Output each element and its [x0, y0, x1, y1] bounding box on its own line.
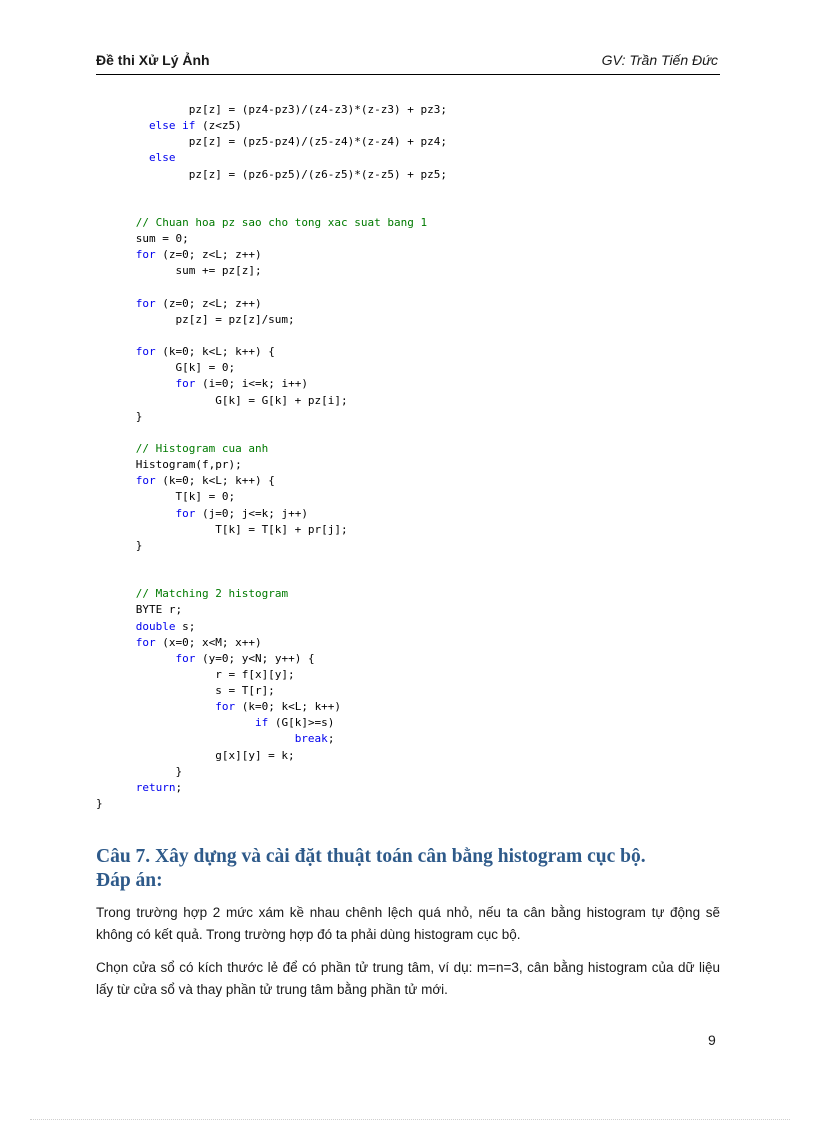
code-line — [96, 167, 716, 183]
code-line — [96, 538, 716, 554]
header-document-title: Đề thi Xử Lý Ảnh — [96, 52, 210, 68]
code-text: pz[z] = (pz5-pz4)/(z5-z4)*(z-z4) + pz4; — [96, 135, 447, 149]
code-text: (k=0; k<L; k++) { — [155, 474, 275, 488]
code-text — [96, 442, 136, 455]
code-text — [96, 636, 136, 649]
code-keyword: for — [135, 635, 156, 649]
code-line — [96, 425, 716, 441]
code-text: pz[z] = (pz4-pz3)/(z4-z3)*(z-z3) + pz3; — [96, 103, 447, 116]
code-text: (z=0; z<L; z++) — [155, 248, 262, 262]
code-text: sum = 0; — [96, 232, 189, 246]
code-line — [96, 247, 716, 263]
code-text — [96, 216, 136, 229]
code-text: sum += pz[z]; — [96, 264, 262, 278]
code-text: (x=0; x<M; x++) — [155, 635, 262, 649]
code-text: ; — [175, 780, 183, 794]
code-line — [96, 780, 716, 796]
section-heading — [96, 845, 726, 893]
code-text: } — [96, 409, 143, 423]
code-text — [96, 732, 295, 745]
footer-divider — [30, 1119, 790, 1120]
code-text: (j=0; j<=k; j++) — [195, 506, 308, 520]
code-line — [96, 667, 716, 683]
code-keyword: else if — [148, 119, 196, 133]
code-line — [96, 715, 716, 731]
code-text: pz[z] = pz[z]/sum; — [96, 312, 295, 326]
code-line — [96, 441, 716, 457]
code-text — [96, 297, 136, 310]
code-text: (i=0; i<=k; i++) — [195, 377, 308, 391]
code-line — [96, 296, 716, 312]
code-line — [96, 376, 716, 392]
code-text: (z=0; z<L; z++) — [155, 296, 262, 310]
code-line — [96, 102, 716, 118]
page-header — [96, 52, 720, 75]
code-line — [96, 764, 716, 780]
code-text: (z<z5) — [195, 119, 242, 133]
code-text — [96, 587, 136, 600]
code-text — [96, 652, 175, 665]
answer-paragraph-2: Chọn cửa sổ có kích thước lẻ để có phần tử trung tâm, ví dụ: m=n=3, cân bằng histogram của dữ liệu lấy từ cửa sổ và thay phần tử trung tâm bằng phần tử mới. — [96, 960, 720, 997]
code-listing — [96, 102, 716, 812]
code-text — [96, 716, 255, 729]
code-line — [96, 215, 716, 231]
code-line — [96, 635, 716, 651]
code-text: } — [96, 764, 183, 778]
code-line — [96, 344, 716, 360]
code-line — [96, 134, 716, 150]
code-line — [96, 263, 716, 279]
code-line — [96, 683, 716, 699]
code-text: (k=0; k<L; k++) — [235, 700, 342, 714]
code-line — [96, 570, 716, 586]
code-line — [96, 118, 716, 134]
code-line — [96, 651, 716, 667]
code-line — [96, 489, 716, 505]
code-text: (y=0; y<N; y++) { — [195, 651, 315, 665]
code-text — [96, 248, 136, 261]
code-keyword: if — [254, 716, 269, 730]
code-keyword: for — [175, 651, 196, 665]
code-keyword: break — [294, 732, 328, 746]
code-text — [96, 377, 175, 390]
code-keyword: for — [175, 377, 196, 391]
code-text: G[k] = 0; — [96, 361, 236, 375]
code-text: g[x][y] = k; — [96, 748, 295, 762]
code-text — [96, 781, 136, 794]
code-text — [96, 474, 136, 487]
code-text: G[k] = G[k] + pz[i]; — [96, 393, 348, 407]
code-keyword: for — [135, 296, 156, 310]
code-keyword: double — [135, 619, 176, 633]
code-text: BYTE r; — [96, 603, 183, 617]
code-text: ; — [327, 732, 335, 746]
code-comment: // Histogram cua anh — [135, 441, 269, 455]
question-title: Câu 7. Xây dựng và cài đặt thuật toán cân bằng histogram cục bộ. — [96, 846, 646, 867]
code-text: T[k] = 0; — [96, 490, 236, 504]
code-text: pz[z] = (pz6-pz5)/(z6-z5)*(z-z5) + pz5; — [96, 167, 447, 181]
code-keyword: for — [135, 474, 156, 488]
code-text: s; — [175, 619, 196, 633]
code-text — [96, 700, 215, 713]
code-line — [96, 731, 716, 747]
code-line — [96, 748, 716, 764]
code-line — [96, 199, 716, 215]
code-keyword: for — [175, 506, 196, 520]
code-line — [96, 619, 716, 635]
code-comment: // Chuan hoa pz sao cho tong xac suat bang 1 — [135, 215, 428, 229]
code-keyword: for — [215, 700, 236, 714]
code-text: Histogram(f,pr); — [96, 458, 242, 472]
code-line — [96, 699, 716, 715]
header-author: GV: Trần Tiến Đức — [601, 52, 718, 68]
code-keyword: else — [148, 151, 176, 165]
code-text — [96, 345, 136, 358]
code-line — [96, 328, 716, 344]
code-line — [96, 554, 716, 570]
code-line — [96, 150, 716, 166]
answer-label: Đáp án: — [96, 870, 163, 891]
code-line — [96, 231, 716, 247]
code-text: (k=0; k<L; k++) { — [155, 345, 275, 359]
code-text — [96, 151, 149, 164]
code-text — [96, 119, 149, 132]
code-line — [96, 506, 716, 522]
code-line — [96, 393, 716, 409]
code-text: (G[k]>=s) — [268, 716, 335, 730]
answer-paragraph-1: Trong trường hợp 2 mức xám kề nhau chênh lệch quá nhỏ, nếu ta cân bằng histogram tự động sẽ không có kết quả. Trong trường hợp đó ta phải dùng histogram cục bộ. — [96, 905, 720, 942]
code-line — [96, 522, 716, 538]
code-line — [96, 360, 716, 376]
code-text: T[k] = T[k] + pr[j]; — [96, 522, 348, 536]
code-line — [96, 312, 716, 328]
code-comment: // Matching 2 histogram — [135, 587, 289, 601]
code-line — [96, 280, 716, 296]
code-text — [96, 620, 136, 633]
code-line — [96, 183, 716, 199]
code-text — [96, 507, 175, 520]
code-line — [96, 409, 716, 425]
code-text: } — [96, 797, 103, 811]
code-text: s = T[r]; — [96, 684, 275, 698]
code-line — [96, 602, 716, 618]
page-number: 9 — [708, 1032, 716, 1048]
code-keyword: for — [135, 345, 156, 359]
code-line — [96, 796, 716, 812]
code-line — [96, 457, 716, 473]
code-line — [96, 586, 716, 602]
code-keyword: return — [135, 780, 176, 794]
code-line — [96, 473, 716, 489]
code-text: } — [96, 538, 143, 552]
code-keyword: for — [135, 248, 156, 262]
code-text: r = f[x][y]; — [96, 667, 295, 681]
